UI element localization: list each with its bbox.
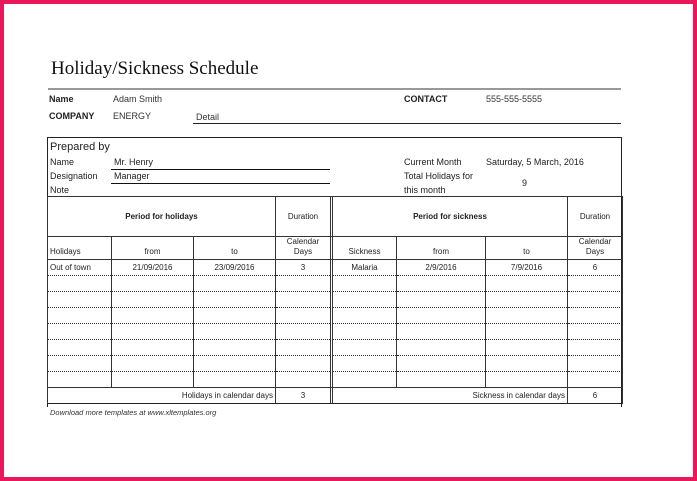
current-month-label: Current Month [404,157,462,167]
holidays-total-value: 3 [276,388,331,404]
empty-cell[interactable] [397,340,486,356]
prepared-name-value[interactable]: Mr. Henry [114,157,154,167]
name-underline [111,169,330,170]
empty-cell[interactable] [568,276,623,292]
empty-cell[interactable] [194,372,276,388]
col-holidays-from: from [112,237,194,260]
col-sickness: Sickness [333,237,397,260]
empty-cell[interactable] [276,308,331,324]
empty-cell[interactable] [48,324,112,340]
empty-cell[interactable] [112,340,194,356]
empty-cell[interactable] [486,372,568,388]
empty-cell[interactable] [112,292,194,308]
empty-cell[interactable] [568,372,623,388]
footer-link[interactable]: Download more templates at www.xltemplates.org [50,408,217,417]
empty-cell[interactable] [397,356,486,372]
name-value: Adam Smith [113,94,163,104]
empty-cell[interactable] [486,356,568,372]
empty-cell[interactable] [194,340,276,356]
holiday-days-cell[interactable]: 3 [276,260,331,276]
empty-cell[interactable] [276,356,331,372]
holiday-cell[interactable]: Out of town [48,260,112,276]
col-holidays-days: Calendar Days [276,237,331,260]
page-title: Holiday/Sickness Schedule [51,58,259,79]
prepared-name-label: Name [50,157,75,167]
contact-value: 555-555-5555 [486,94,543,104]
sickness-days-cell[interactable]: 6 [568,260,623,276]
empty-cell[interactable] [397,372,486,388]
sickness-to-cell[interactable]: 7/9/2016 [486,260,568,276]
empty-cell[interactable] [112,276,194,292]
empty-cell[interactable] [333,356,397,372]
sickness-total-value: 6 [568,388,623,404]
note-label: Note [50,185,70,195]
empty-cell[interactable] [194,292,276,308]
total-holidays-value: 9 [522,178,528,188]
title-divider [48,88,621,90]
empty-cell[interactable] [276,372,331,388]
empty-cell[interactable] [112,308,194,324]
holidays-total-label: Holidays in calendar days [48,388,276,404]
empty-cell[interactable] [48,276,112,292]
empty-cell[interactable] [48,340,112,356]
total-holidays-label-1: Total Holidays for [404,171,474,181]
sickness-duration-header: Duration [568,197,623,237]
designation-label: Designation [50,171,98,181]
empty-cell[interactable] [112,372,194,388]
table-row [48,356,623,372]
empty-cell[interactable] [333,276,397,292]
table-row [48,276,623,292]
empty-cell[interactable] [333,308,397,324]
col-holidays: Holidays [48,237,112,260]
empty-cell[interactable] [194,356,276,372]
empty-cell[interactable] [397,292,486,308]
empty-cell[interactable] [276,340,331,356]
empty-cell[interactable] [48,356,112,372]
empty-cell[interactable] [568,292,623,308]
col-sickness-from: from [397,237,486,260]
holidays-section-header: Period for holidays [48,197,276,237]
table-row [48,308,623,324]
empty-cell[interactable] [112,324,194,340]
contact-label: CONTACT [404,94,448,104]
total-holidays-label-2: this month [404,185,446,195]
empty-cell[interactable] [333,372,397,388]
empty-cell[interactable] [568,356,623,372]
sickness-section-header: Period for sickness [333,197,568,237]
name-label: Name [49,94,74,104]
totals-row [48,388,623,404]
empty-cell[interactable] [486,276,568,292]
detail-line [193,123,621,124]
col-sickness-days: Calendar Days [568,237,623,260]
col-sickness-to: to [486,237,568,260]
empty-cell[interactable] [486,292,568,308]
empty-cell[interactable] [397,276,486,292]
schedule-table [47,196,623,404]
empty-cell[interactable] [397,308,486,324]
prepared-by-heading: Prepared by [50,141,110,153]
empty-cell[interactable] [397,324,486,340]
holiday-from-cell[interactable]: 21/09/2016 [112,260,194,276]
empty-cell[interactable] [486,324,568,340]
column-header-row [48,237,623,260]
empty-cell[interactable] [486,340,568,356]
empty-cell[interactable] [486,308,568,324]
empty-cell[interactable] [333,292,397,308]
table-row [48,372,623,388]
empty-cell[interactable] [568,340,623,356]
designation-value[interactable]: Manager [114,171,150,181]
empty-cell[interactable] [276,292,331,308]
empty-cell[interactable] [194,308,276,324]
section-header-row [48,197,623,237]
empty-cell[interactable] [568,324,623,340]
designation-underline [111,183,330,184]
empty-cell[interactable] [194,324,276,340]
company-value: ENERGY [113,111,152,121]
empty-cell[interactable] [112,356,194,372]
empty-cell[interactable] [333,324,397,340]
empty-cell[interactable] [333,340,397,356]
col-holidays-to: to [194,237,276,260]
empty-cell[interactable] [48,372,112,388]
table-row [48,260,623,276]
empty-cell[interactable] [48,292,112,308]
detail-label: Detail [196,112,220,122]
empty-cell[interactable] [568,308,623,324]
holidays-duration-header: Duration [276,197,331,237]
empty-cell[interactable] [276,276,331,292]
company-label: COMPANY [49,111,95,121]
empty-cell[interactable] [48,308,112,324]
table-row [48,292,623,308]
sickness-from-cell[interactable]: 2/9/2016 [397,260,486,276]
table-row [48,324,623,340]
empty-cell[interactable] [276,324,331,340]
holiday-to-cell[interactable]: 23/09/2016 [194,260,276,276]
sickness-total-label: Sickness in calendar days [333,388,568,404]
empty-cell[interactable] [194,276,276,292]
current-month-value: Saturday, 5 March, 2016 [486,157,584,167]
sickness-cell[interactable]: Malaria [333,260,397,276]
table-row [48,340,623,356]
